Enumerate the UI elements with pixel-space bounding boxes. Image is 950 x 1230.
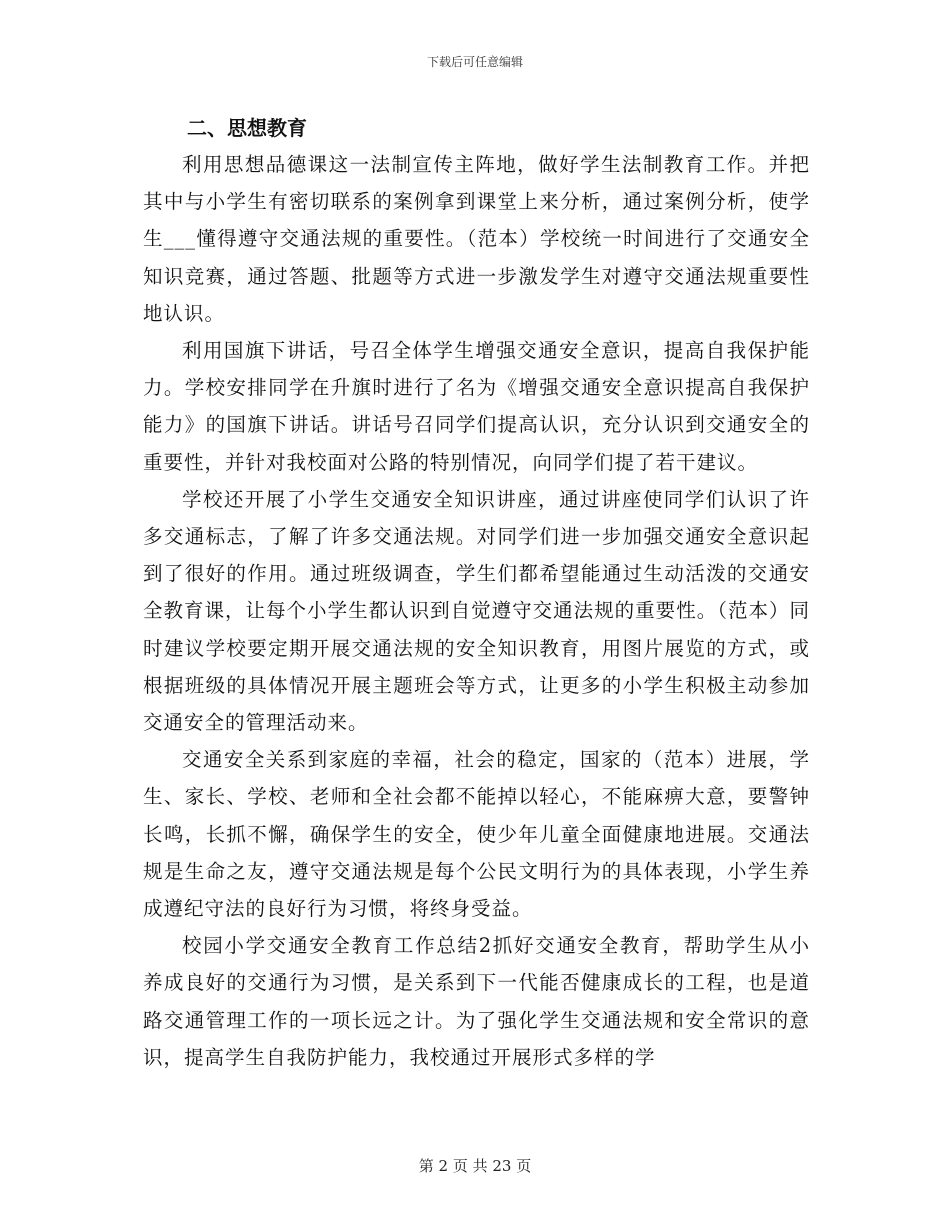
document-body (143, 110, 810, 1076)
paragraph-4: 交通安全关系到家庭的幸福，社会的稳定，国家的（范本）进展，学生、家长、学校、老师和全社会都不能掉以轻心，不能麻痹大意，要警钟长鸣，长抓不懈，确保学生的安全，使少年儿童全面健康地进展。交通法规是生命之友，遵守交通法规是每个公民文明行为的具体表现，小学生养成遵纪守法的良好行为习惯，将终身受益。 (143, 748, 810, 921)
paragraph-3: 学校还开展了小学生交通安全知识讲座，通过讲座使同学们认识了许多交通标志，了解了许多交通法规。对同学们进一步加强交通安全意识起到了很好的作用。通过班级调查，学生们都希望能通过生动活泼的交通安全教育课，让每个小学生都认识到自觉遵守交通法规的重要性。（范本）同时建议学校要定期开展交通法规的安全知识教育，用图片展览的方式，或根据班级的具体情况开展主题班会等方式，让更多的小学生积极主动参加交通安全的管理活动来。 (143, 487, 810, 735)
section-heading: 二、思想教育 (187, 116, 307, 140)
paragraph-2: 利用国旗下讲话，号召全体学生增强交通安全意识，提高自我保护能力。学校安排同学在升旗时进行了名为《增强交通安全意识提高自我保护能力》的国旗下讲话。讲话号召同学们提高认识，充分认识到交通安全的重要性，并针对我校面对公路的特别情况，向同学们提了若干建议。 (143, 339, 810, 474)
paragraph-5: 校园小学交通安全教育工作总结2抓好交通安全教育，帮助学生从小养成良好的交通行为习惯，是关系到下一代能否健康成长的工程，也是道路交通管理工作的一项长远之计。为了强化学生交通法规和安全常识的意识，提高学生自我防护能力，我校通过开展形式多样的学 (143, 934, 810, 1069)
header-note: 下载后可任意编辑 (426, 55, 523, 69)
page-number: 第 2 页 共 23 页 (418, 1157, 532, 1175)
paragraph-1: 利用思想品德课这一法制宣传主阵地，做好学生法制教育工作。并把其中与小学生有密切联系的案例拿到课堂上来分析，通过案例分析，使学生___懂得遵守交通法规的重要性。（范本）学校统一时间进行了交通安全知识竞赛，通过答题、批题等方式进一步激发学生对遵守交通法规重要性地认识。 (143, 153, 810, 325)
